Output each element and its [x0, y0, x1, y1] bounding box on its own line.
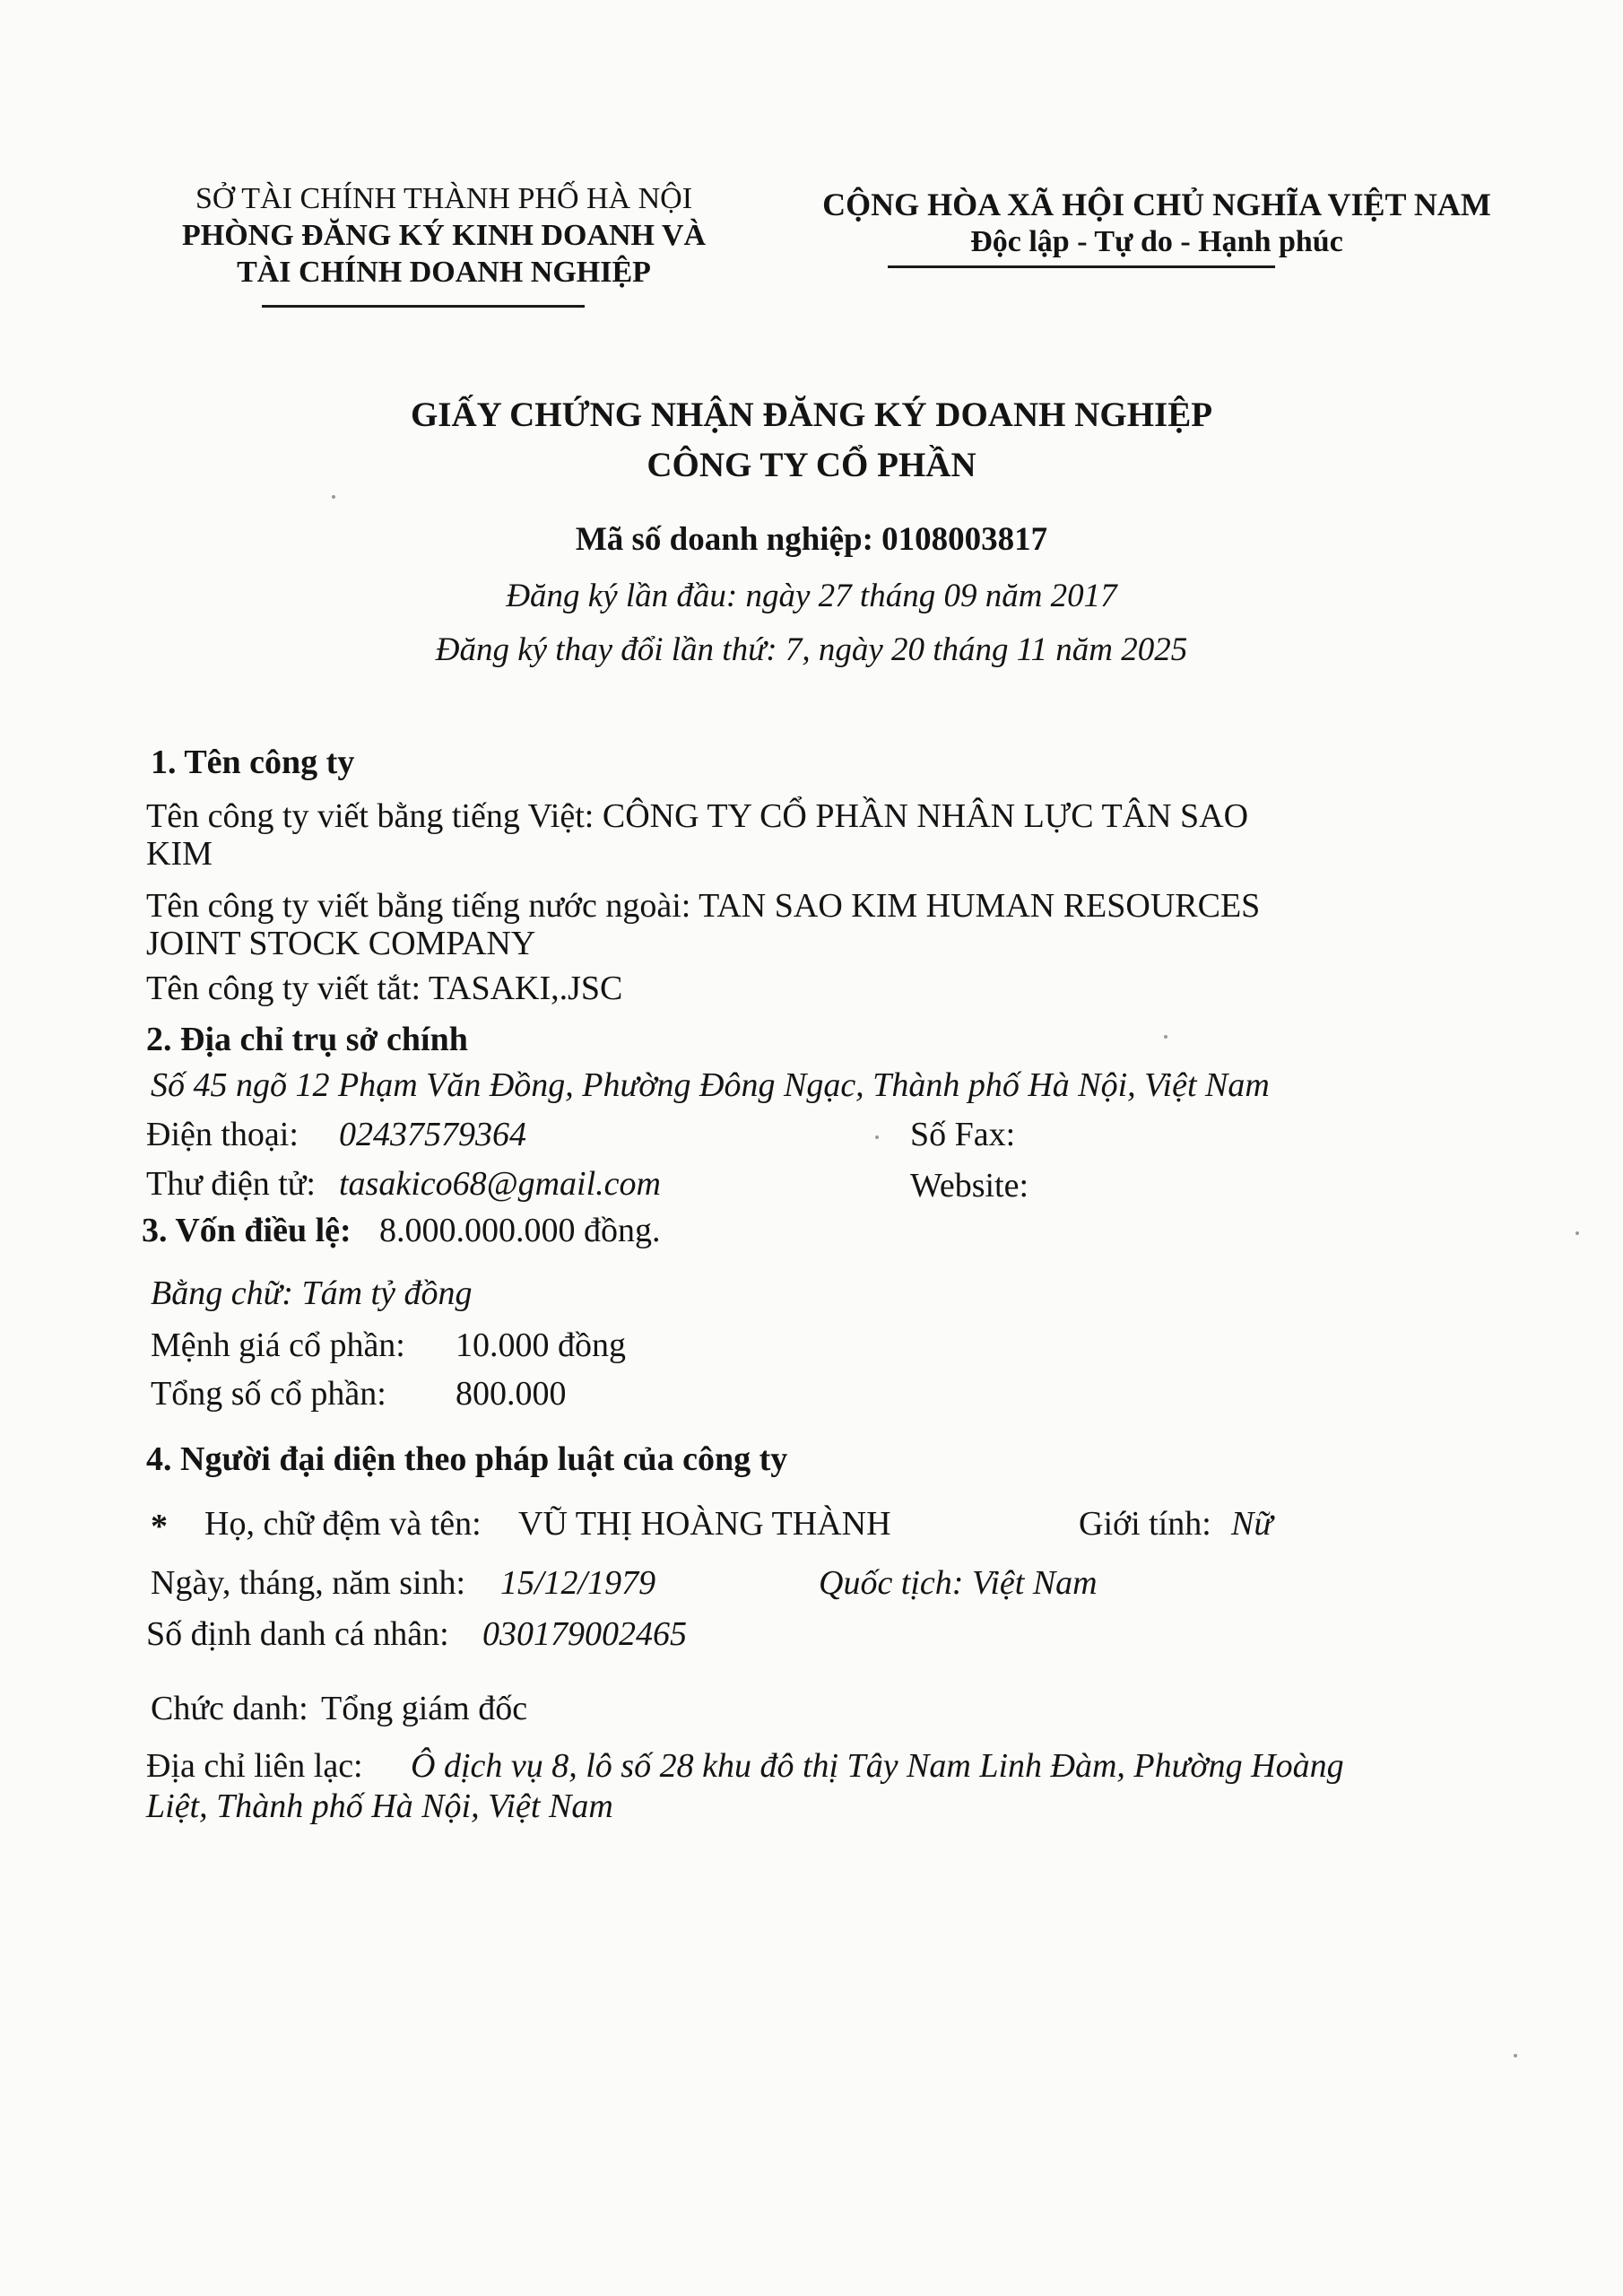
company-name-vn-1: Tên công ty viết bằng tiếng Việt: CÔNG TY CỔ PHẦN NHÂN LỰC TÂN SAO: [146, 797, 1249, 835]
agency-line-1: SỞ TÀI CHÍNH THÀNH PHỐ HÀ NỘI: [195, 182, 693, 215]
contact-address-1: Ô dịch vụ 8, lô số 28 khu đô thị Tây Nam Linh Đàm, Phường Hoàng: [411, 1747, 1344, 1785]
section-4-heading: 4. Người đại diện theo pháp luật của công ty: [146, 1440, 788, 1478]
motto-underline: [888, 265, 1275, 268]
agency-underline: [262, 305, 585, 308]
scan-speck: [332, 495, 335, 499]
nation-motto: Độc lập - Tự do - Hạnh phúc: [970, 225, 1343, 258]
capital-in-words: Bằng chữ: Tám tỷ đồng: [151, 1274, 473, 1312]
scan-speck: [1575, 1231, 1579, 1235]
website-label: Website:: [910, 1167, 1029, 1205]
total-shares-label: Tổng số cổ phần:: [151, 1375, 386, 1413]
contact-address-label: Địa chỉ liên lạc:: [146, 1747, 363, 1785]
gender-value: Nữ: [1231, 1505, 1273, 1543]
scan-speck: [1164, 1035, 1167, 1039]
phone-value: 02437579364: [339, 1116, 526, 1153]
section-1-heading: 1. Tên công ty: [151, 744, 355, 781]
position-value: Tổng giám đốc: [321, 1690, 528, 1727]
agency-header: [152, 180, 735, 291]
contact-address-2: Liệt, Thành phố Hà Nội, Việt Nam: [146, 1787, 613, 1825]
personal-id-label: Số định danh cá nhân:: [146, 1615, 449, 1653]
company-type: CÔNG TY CỔ PHẦN: [647, 446, 976, 484]
company-name-foreign-1: Tên công ty viết bằng tiếng nước ngoài: TAN SAO KIM HUMAN RESOURCES: [146, 887, 1261, 925]
email-label: Thư điện tử:: [146, 1165, 316, 1203]
position-label: Chức danh:: [151, 1690, 308, 1727]
company-name-vn-2: KIM: [146, 835, 213, 873]
email-value: tasakico68@gmail.com: [339, 1165, 661, 1203]
dob-value: 15/12/1979: [500, 1564, 656, 1602]
nation-line-1: CỘNG HÒA XÃ HỘI CHỦ NGHĨA VIỆT NAM: [822, 187, 1491, 222]
rep-name-label: Họ, chữ đệm và tên:: [204, 1505, 482, 1543]
dob-label: Ngày, tháng, năm sinh:: [151, 1564, 466, 1602]
nationality: Quốc tịch: Việt Nam: [819, 1564, 1098, 1602]
nation-header: [744, 187, 1569, 260]
company-name-foreign-2: JOINT STOCK COMPANY: [146, 925, 536, 962]
rep-name: VŨ THỊ HOÀNG THÀNH: [518, 1505, 891, 1543]
total-shares: 800.000: [456, 1375, 567, 1413]
phone-label: Điện thoại:: [146, 1116, 299, 1153]
bullet-star: *: [151, 1508, 168, 1545]
section-3-heading: 3. Vốn điều lệ:: [142, 1212, 352, 1249]
charter-capital: 8.000.000.000 đồng.: [379, 1212, 661, 1249]
change-registration: Đăng ký thay đổi lần thứ: 7, ngày 20 tháng 11 năm 2025: [435, 631, 1188, 668]
company-short-name: Tên công ty viết tắt: TASAKI,.JSC: [146, 970, 623, 1007]
agency-line-2: PHÒNG ĐĂNG KÝ KINH DOANH VÀ: [182, 219, 706, 252]
gender-label: Giới tính:: [1079, 1505, 1211, 1543]
personal-id-value: 030179002465: [482, 1615, 687, 1653]
agency-line-3: TÀI CHÍNH DOANH NGHIỆP: [237, 256, 651, 289]
head-office-address: Số 45 ngõ 12 Phạm Văn Đồng, Phường Đông Ngạc, Thành phố Hà Nội, Việt Nam: [151, 1066, 1270, 1104]
enterprise-code: Mã số doanh nghiệp: 0108003817: [575, 521, 1048, 558]
fax-label: Số Fax:: [910, 1116, 1016, 1153]
certificate-title: GIẤY CHỨNG NHẬN ĐĂNG KÝ DOANH NGHIỆP: [410, 396, 1213, 434]
par-value-label: Mệnh giá cổ phần:: [151, 1326, 405, 1364]
par-value: 10.000 đồng: [456, 1326, 626, 1364]
first-registration: Đăng ký lần đầu: ngày 27 tháng 09 năm 2017: [506, 578, 1117, 614]
scan-speck: [1514, 2054, 1517, 2057]
section-2-heading: 2. Địa chỉ trụ sở chính: [146, 1021, 468, 1058]
scan-speck: [875, 1135, 879, 1139]
